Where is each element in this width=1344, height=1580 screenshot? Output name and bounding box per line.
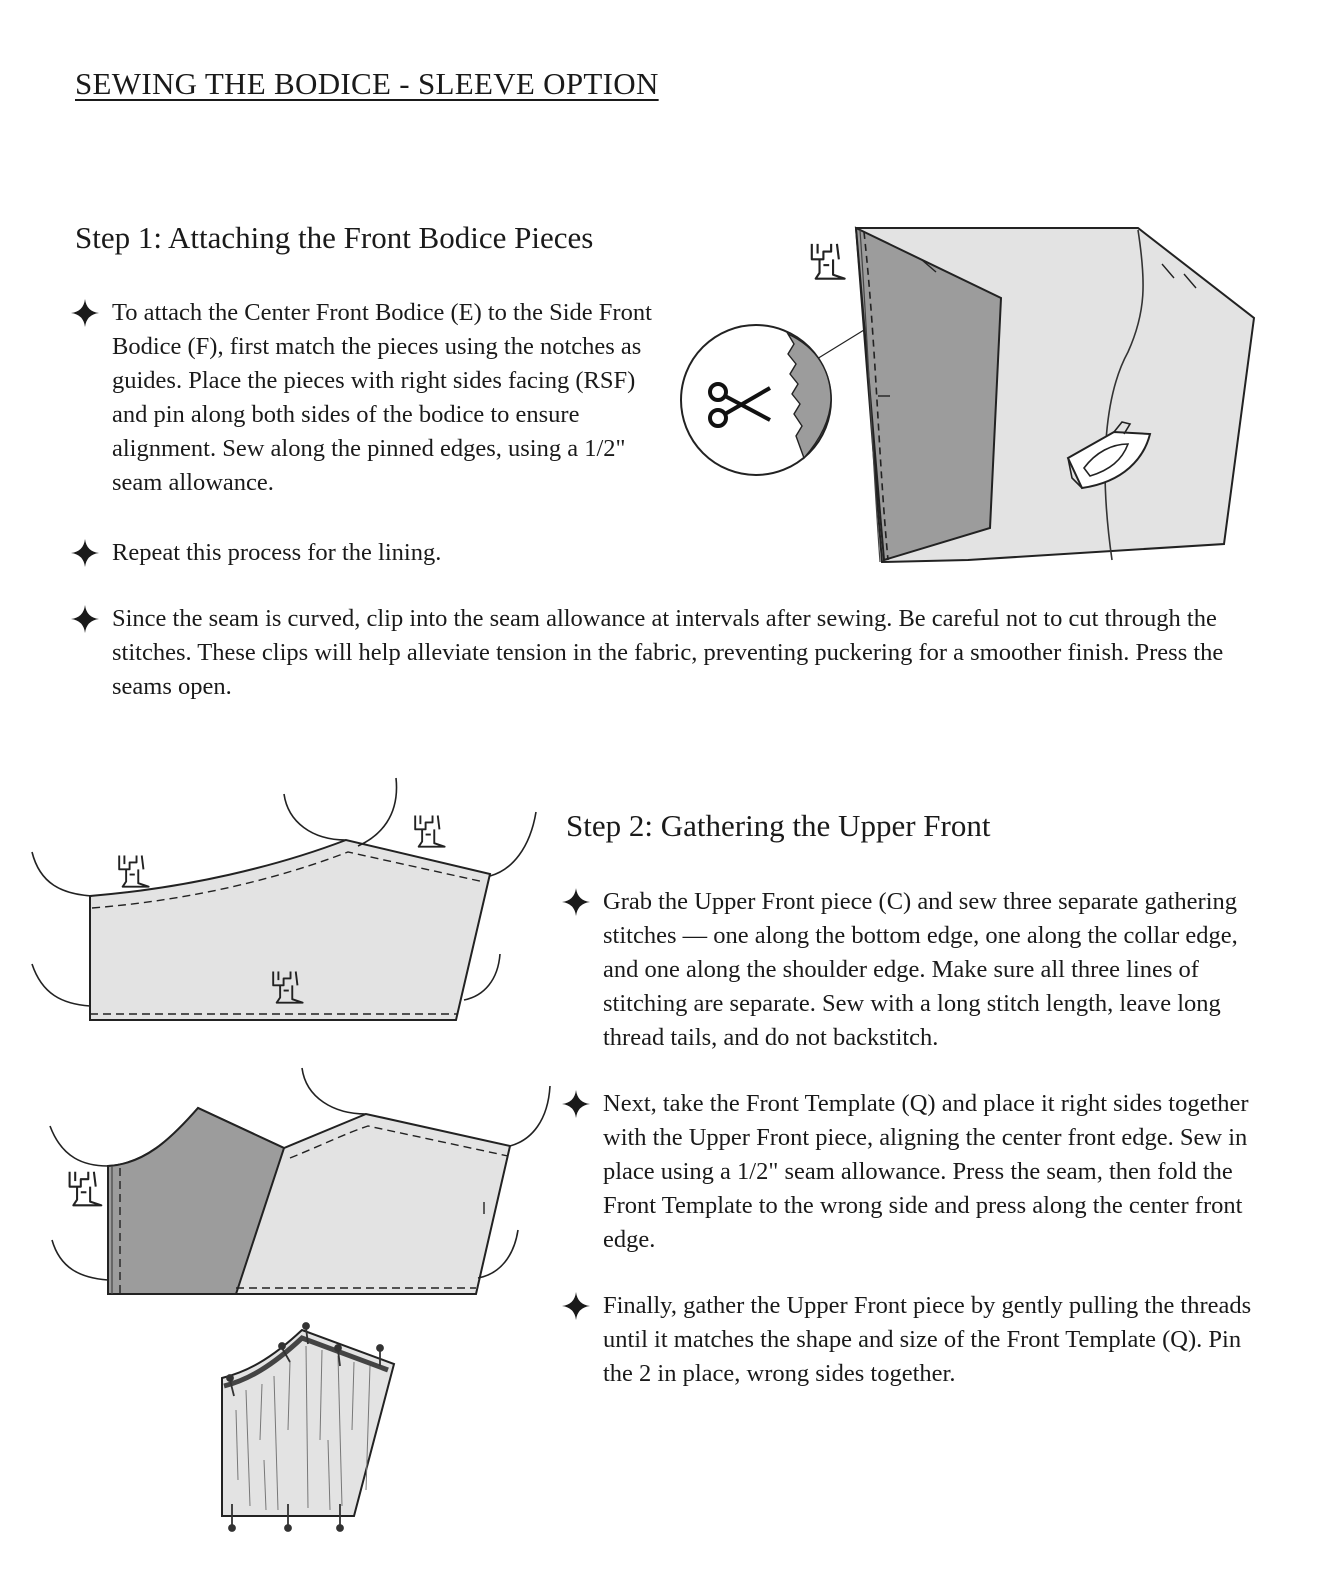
four-point-star-icon [70,538,100,568]
step1-bullet-1-text: To attach the Center Front Bodice (E) to the Side Front Bodice (F), first match the pieces using the notches as guides. Place the pieces with right sides facing (RSF) and pin along both sides of the bodice to ensure alignment. Sew along the pinned edges, using a 1/2" seam allowance. [112,299,652,496]
four-point-star-icon [70,298,100,328]
four-point-star-icon [561,1291,591,1321]
step2-bullet-1-text: Grab the Upper Front piece (C) and sew three separate gathering stitches — one along the bottom edge, one along the collar edge, and one along the shoulder edge. Make sure all three lines of stitching are separate. Sew with a long stitch length, leave long thread tails, and do not backstitch. [603,888,1238,1051]
step1-bullet-1 [70,296,672,500]
four-point-star-icon [70,604,100,634]
four-point-star-icon [561,887,591,917]
step1-title: Step 1: Attaching the Front Bodice Pieces [75,220,594,255]
step2-bullet-2-text: Next, take the Front Template (Q) and place it right sides together with the Upper Front piece, aligning the center front edge. Sew in place using a 1/2" seam allowance. Press the seam, then fold the Front Template to the wrong side and press along the center front edge. [603,1090,1249,1253]
scissors-icon [681,325,831,475]
gathered-pinned-illustration [216,1320,406,1538]
presser-foot-icon [119,855,148,886]
step1-bodice-illustration [676,222,1266,567]
step2-bullet-2 [561,1087,1271,1257]
presser-foot-icon [70,1172,102,1206]
presser-foot-icon [415,815,444,846]
front-template-illustration [44,1068,564,1302]
step2-bullet-list [561,885,1271,1391]
step1-bullet-3-text: Since the seam is curved, clip into the seam allowance at intervals after sewing. Be careful not to cut through the stitches. These clips will help alleviate tension in the fabric, preventing puckering for a smoother finish. Press the seams open. [112,605,1224,700]
step2-bullet-1 [561,885,1271,1055]
presser-foot-icon [812,244,845,279]
step1-bullet-2 [70,536,672,570]
step2-title: Step 2: Gathering the Upper Front [566,808,991,843]
upper-front-gathering-illustration [28,778,548,1040]
four-point-star-icon [561,1089,591,1119]
step1-bullet-3 [70,602,1282,704]
step1-bullet-2-text: Repeat this process for the lining. [112,539,442,566]
step2-bullet-3 [561,1289,1271,1391]
page-title: SEWING THE BODICE - SLEEVE OPTION [75,66,659,101]
step2-bullet-3-text: Finally, gather the Upper Front piece by gently pulling the threads until it matches the shape and size of the Front Template (Q). Pin the 2 in place, wrong sides together. [603,1292,1252,1387]
